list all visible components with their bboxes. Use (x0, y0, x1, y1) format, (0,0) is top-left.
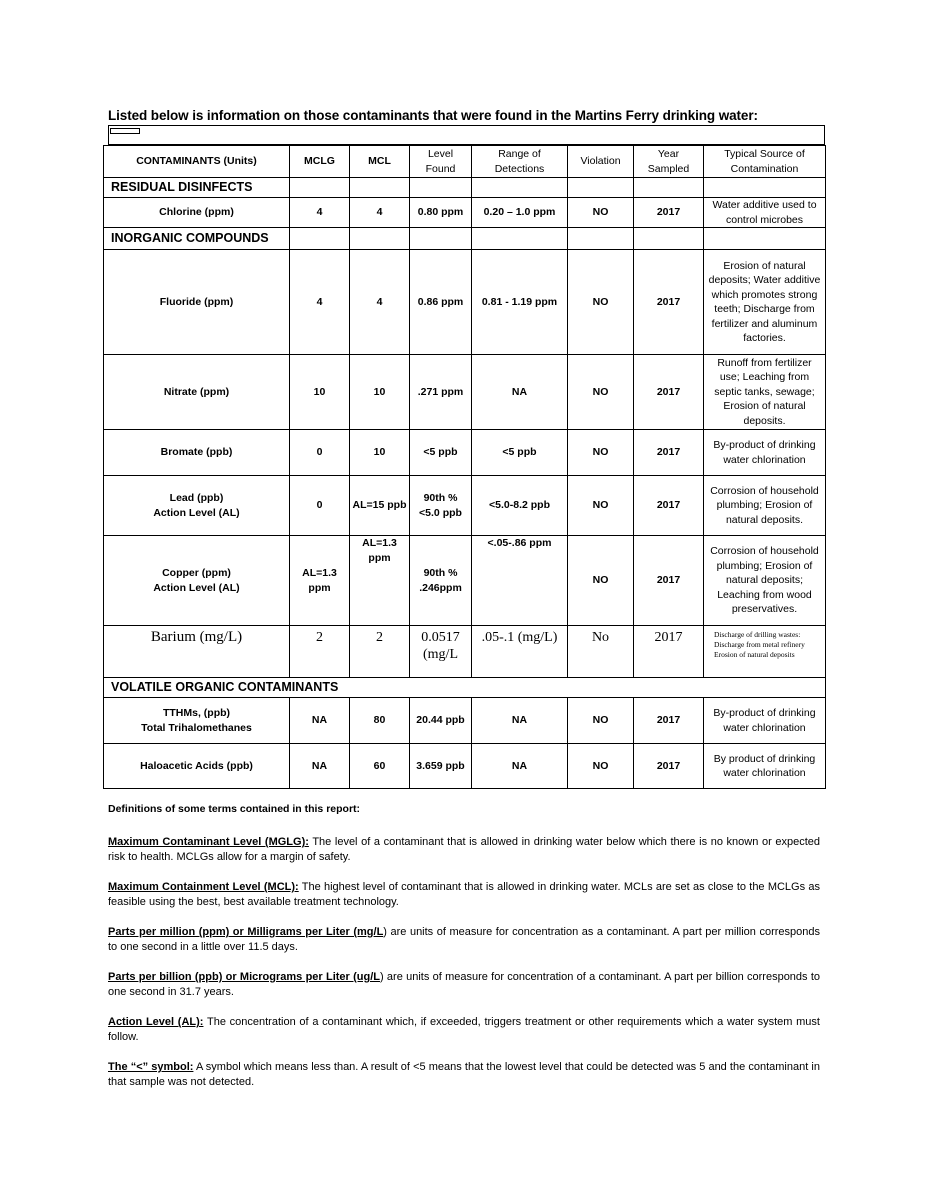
mcl-value: 10 (350, 355, 410, 430)
table-row (104, 250, 826, 355)
definition-item (108, 835, 820, 865)
contaminant-name: Chlorine (ppm) (104, 198, 290, 228)
mclg-value: AL=1.3 ppm (290, 536, 350, 626)
definition-term: Maximum Containment Level (MCL): (108, 881, 299, 893)
definition-term: Maximum Contaminant Level (MGLG): (108, 836, 309, 848)
definition-item (108, 1060, 820, 1090)
range-value: NA (472, 698, 568, 744)
source-value: By product of drinking water chlorination (704, 744, 826, 789)
level-value: 90th % <5.0 ppb (410, 476, 472, 536)
source-value: Water additive used to control microbes (704, 198, 826, 228)
definition-text: A symbol which means less than. A result of <5 means that the lowest level that could be detected was 5 and the contaminant in that sample was not detected. (108, 1061, 820, 1088)
definition-text: The level of a contaminant that is allowed in drinking water below which there is no known or expected risk to health. MCLGs allow for a margin of safety. (108, 836, 820, 863)
contaminant-name-line2: Total Trihalomethanes (141, 721, 252, 734)
definition-text: ) are units of measure for concentration of a contaminant. A part per billion corresponds to one second in 31.7 years. (108, 971, 821, 998)
year-value: 2017 (634, 476, 704, 536)
mcl-value: AL=15 ppb (350, 476, 410, 536)
contaminant-name (104, 536, 290, 626)
contaminant-name: Barium (mg/L) (104, 626, 290, 678)
mcl-value: 4 (350, 250, 410, 355)
contaminant-name-line2: Action Level (AL) (153, 506, 240, 519)
title-frame (108, 125, 825, 145)
violation-value: NO (568, 250, 634, 355)
header-range: Range of Detections (472, 146, 568, 178)
contaminants-table (103, 145, 826, 789)
definitions-heading: Definitions of some terms contained in this report: (108, 803, 361, 815)
source-value (704, 626, 826, 678)
source-value: Corrosion of household plumbing; Erosion of natural deposits; Leaching from wood preservatives. (704, 536, 826, 626)
source-value: By-product of drinking water chlorination (704, 698, 826, 744)
table-row (104, 536, 826, 626)
mclg-value: NA (290, 698, 350, 744)
range-value: <5 ppb (472, 430, 568, 476)
header-contaminant: CONTAMINANTS (Units) (104, 146, 290, 178)
section-inorganic: INORGANIC COMPOUNDS (104, 228, 290, 250)
year-value: 2017 (634, 430, 704, 476)
year-value: 2017 (634, 698, 704, 744)
mcl-value: 80 (350, 698, 410, 744)
header-violation: Violation (568, 146, 634, 178)
definition-term: Parts per billion (ppb) or Micrograms per Liter (ug/L (108, 971, 380, 983)
source-value: Runoff from fertilizer use; Leaching from septic tanks, sewage; Erosion of natural deposits. (704, 355, 826, 430)
level-value: 0.0517 (mg/L (410, 626, 472, 678)
year-value: 2017 (634, 250, 704, 355)
source-value: Corrosion of household plumbing; Erosion of natural deposits. (704, 476, 826, 536)
mclg-value: 0 (290, 476, 350, 536)
definition-item (108, 1015, 820, 1045)
mclg-value: NA (290, 744, 350, 789)
mclg-value: 0 (290, 430, 350, 476)
definition-term: Parts per million (ppm) or Milligrams per Liter (mg/L (108, 926, 384, 938)
range-value: 0.81 - 1.19 ppm (472, 250, 568, 355)
violation-value: NO (568, 698, 634, 744)
table-header-row (104, 146, 826, 178)
level-value: .271 ppm (410, 355, 472, 430)
definition-term: Action Level (AL): (108, 1016, 204, 1028)
violation-value: NO (568, 744, 634, 789)
violation-value: NO (568, 355, 634, 430)
contaminant-name-line1: Copper (ppm) (162, 567, 231, 579)
year-value: 2017 (634, 355, 704, 430)
mcl-value: AL=1.3 ppm (350, 536, 410, 626)
source-line1: Discharge of drilling wastes: (714, 630, 801, 639)
source-value: By-product of drinking water chlorination (704, 430, 826, 476)
contaminant-name: Bromate (ppb) (104, 430, 290, 476)
section-row (104, 678, 826, 698)
range-value: NA (472, 355, 568, 430)
mclg-value: 4 (290, 250, 350, 355)
definition-text: The concentration of a contaminant which, if exceeded, triggers treatment or other requirements which a water system must follow. (108, 1016, 820, 1043)
level-value: <5 ppb (410, 430, 472, 476)
table-row (104, 430, 826, 476)
empty-checkbox (110, 128, 140, 134)
definition-text: The highest level of contaminant that is allowed in drinking water. MCLs are set as close to the MCLGs as feasible using the best, best available treatment technology. (108, 881, 820, 908)
contaminant-name: Nitrate (ppm) (104, 355, 290, 430)
table-row (104, 355, 826, 430)
violation-value: NO (568, 430, 634, 476)
page-title: Listed below is information on those contaminants that were found in the Martins Ferry drinking water: (108, 108, 758, 123)
header-mclg: MCLG (290, 146, 350, 178)
level-value: 0.80 ppm (410, 198, 472, 228)
section-row (104, 228, 826, 250)
contaminant-name-line1: TTHMs, (ppb) (162, 707, 231, 719)
range-value: 0.20 – 1.0 ppm (472, 198, 568, 228)
definitions-section (108, 803, 820, 1105)
table-row (104, 626, 826, 678)
mcl-value: 10 (350, 430, 410, 476)
header-level: Level Found (410, 146, 472, 178)
contaminant-name (104, 698, 290, 744)
definition-item (108, 925, 820, 955)
year-value: 2017 (634, 626, 704, 678)
source-value: Erosion of natural deposits; Water additive which promotes strong teeth; Discharge from fertilizer and aluminum factories. (704, 250, 826, 355)
mclg-value: 10 (290, 355, 350, 430)
mcl-value: 60 (350, 744, 410, 789)
table-row (104, 198, 826, 228)
year-value: 2017 (634, 198, 704, 228)
section-residual: RESIDUAL DISINFECTS (104, 178, 290, 198)
year-value: 2017 (634, 536, 704, 626)
year-value: 2017 (634, 744, 704, 789)
mclg-value: 4 (290, 198, 350, 228)
mcl-value: 4 (350, 198, 410, 228)
level-value: 3.659 ppb (410, 744, 472, 789)
level-value: 0.86 ppm (410, 250, 472, 355)
header-year: Year Sampled (634, 146, 704, 178)
mclg-value: 2 (290, 626, 350, 678)
violation-value: NO (568, 476, 634, 536)
contaminant-name-line2: Action Level (AL) (153, 581, 240, 594)
range-value: <5.0-8.2 ppb (472, 476, 568, 536)
contaminant-name-line1: Lead (ppb) (169, 492, 224, 504)
violation-value: NO (568, 198, 634, 228)
section-volatile: VOLATILE ORGANIC CONTAMINANTS (104, 678, 826, 698)
header-mcl: MCL (350, 146, 410, 178)
mcl-value: 2 (350, 626, 410, 678)
contaminant-name (104, 476, 290, 536)
definition-text: ) are units of measure for concentration as a contaminant. A part per million corresponds to one second in a little over 11.5 days. (108, 926, 820, 953)
definition-item (108, 880, 820, 910)
range-value: <.05-.86 ppm (472, 536, 568, 626)
level-value: 90th % .246ppm (410, 536, 472, 626)
definition-term: The “<” symbol: (108, 1061, 194, 1073)
header-source: Typical Source of Contamination (704, 146, 826, 178)
violation-value: No (568, 626, 634, 678)
violation-value: NO (568, 536, 634, 626)
table-row (104, 698, 826, 744)
source-line3: Erosion of natural deposits (714, 650, 795, 659)
section-row (104, 178, 826, 198)
range-value: .05-.1 (mg/L) (472, 626, 568, 678)
table-row (104, 476, 826, 536)
source-line2: Discharge from metal refinery (714, 640, 805, 649)
contaminant-name: Fluoride (ppm) (104, 250, 290, 355)
table-row (104, 744, 826, 789)
range-value: NA (472, 744, 568, 789)
contaminant-name: Haloacetic Acids (ppb) (104, 744, 290, 789)
definition-item (108, 970, 820, 1000)
level-value: 20.44 ppb (410, 698, 472, 744)
